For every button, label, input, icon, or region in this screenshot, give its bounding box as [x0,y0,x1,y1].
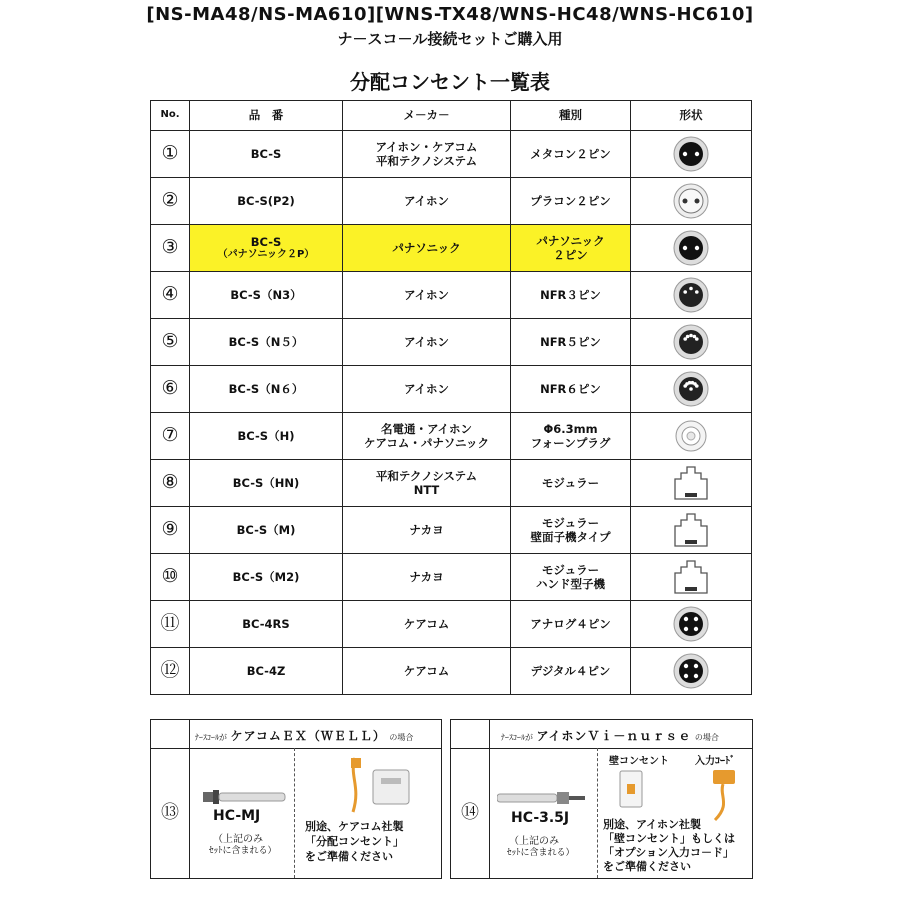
table-row [151,366,752,413]
col-no: No. [151,101,190,131]
row-part: BC-S（HN) [190,460,343,507]
row-part: BC-S（N５） [190,319,343,366]
row-part: BC-S（N3） [190,272,343,319]
row-shape [631,178,752,225]
aiphone-vi-nurse-box [450,719,753,879]
row-number: ⑨ [151,507,190,554]
row-maker: ナカヨ [343,554,511,601]
row-type: デジタル４ピン [511,648,631,695]
box13-product: HC-MJ [213,808,261,824]
row-part: BC-S（M) [190,507,343,554]
table-header-row [151,101,752,131]
row-number: ① [151,131,190,178]
hc-mj-cable-icon [203,784,287,808]
table-row [151,272,752,319]
wall-outlet-icon [619,770,645,810]
row-shape [631,272,752,319]
row-shape [631,131,752,178]
row-maker: アイホン [343,319,511,366]
din-6pin-icon [671,369,711,409]
box13-note2: ｾｯﾄに含まれる） [209,846,277,856]
round-2pin-black-icon [671,228,711,268]
row-type: NFR５ピン [511,319,631,366]
careom-ex-box [150,719,442,879]
box13-caption: ﾅｰｽｺｰﾙが ケアコムＥＸ（ＷＥＬＬ） の場合 [195,729,414,743]
row-shape [631,601,752,648]
round-4pin-icon [671,604,711,644]
round-2pin-black-icon [671,134,711,174]
row-shape [631,366,752,413]
hc-35j-cable-icon [497,788,587,808]
box14-product: HC-3.5J [511,810,570,826]
round-2pin-white-icon [671,181,711,221]
row-type: NFR６ピン [511,366,631,413]
row-part: BC-S（H) [190,413,343,460]
table-row [151,507,752,554]
row-part: BC-S [190,131,343,178]
table-row [151,131,752,178]
row-number: ⑫ [151,648,190,695]
box14-desc3: 「オプション入力コ－ド」 [603,846,735,859]
header-models: [NS-MA48/NS-MA610][WNS-TX48/WNS-HC48/WNS-HC610] [146,4,754,25]
row-type: メタコン２ピン [511,131,631,178]
row-shape [631,554,752,601]
row-maker: アイホン・ケアコム 平和テクノシステム [343,131,511,178]
row-number: ② [151,178,190,225]
row-number: ⑧ [151,460,190,507]
row-type: パナソニック ２ピン [511,225,631,272]
row-maker: パナソニック [343,225,511,272]
box14-note2: ｾｯﾄに含まれる） [507,848,575,858]
row-shape [631,319,752,366]
phone-jack-icon [671,416,711,456]
row-number: ⑦ [151,413,190,460]
row-shape [631,413,752,460]
row-part: BC-4RS [190,601,343,648]
din-3pin-icon [671,275,711,315]
table-row [151,648,752,695]
row-part: BC-S（N６） [190,366,343,413]
table-title: 分配コンセント一覧表 [350,70,550,94]
row-type: モジュラー [511,460,631,507]
row-part: BC-4Z [190,648,343,695]
modular-jack-icon [671,557,711,597]
row-number: ⑤ [151,319,190,366]
row-maker: ケアコム [343,648,511,695]
box14-desc2: 「壁コンセント」もしくは [603,832,735,845]
row-type: NFR３ピン [511,272,631,319]
table-row [151,554,752,601]
col-type: 種別 [511,101,631,131]
row-number: ④ [151,272,190,319]
modular-jack-icon [671,510,711,550]
row-number: ③ [151,225,190,272]
box13-desc3: をご準備ください [305,850,393,863]
row-maker: ナカヨ [343,507,511,554]
row-number: ⑪ [151,601,190,648]
row-number: ⑥ [151,366,190,413]
row-shape [631,507,752,554]
modular-jack-icon [671,463,711,503]
box14-divider [597,748,598,878]
row-type: モジュラー 壁面子機タイプ [511,507,631,554]
row-maker: アイホン [343,366,511,413]
col-maker: メ－カ－ [343,101,511,131]
row-type: Φ6.3mm フォーンプラグ [511,413,631,460]
header-subtitle: ナ－スコ－ル接続セットご購入用 [337,30,563,48]
row-maker: アイホン [343,272,511,319]
row-part: BC-S(P2) [190,178,343,225]
input-cord-icon [701,768,741,824]
box14-desc4: をご準備ください [603,860,691,873]
table-row [151,319,752,366]
row-type: プラコン２ピン [511,178,631,225]
outlet-table [150,100,752,695]
box13-number: ⑬ [161,802,179,823]
box14-label-input: 入力ｺｰﾄﾞ [695,756,735,767]
box14-number: ⑭ [461,802,479,823]
box14-caption: ﾅｰｽｺｰﾙが アイホンＶｉ－ｎｕｒｓｅ の場合 [501,729,719,743]
row-shape [631,648,752,695]
box14-note1: （上記のみ [509,836,559,847]
table-row [151,178,752,225]
row-maker: アイホン [343,178,511,225]
din-5pin-icon [671,322,711,362]
round-4pin-icon [671,651,711,691]
box13-note1: （上記のみ [213,834,263,845]
box14-label-wall: 壁コンセント [609,756,669,767]
box14-desc1: 別途、アイホン社製 [603,818,702,831]
row-maker: ケアコム [343,601,511,648]
table-row [151,413,752,460]
row-shape [631,225,752,272]
box13-desc1: 別途、ケアコム社製 [305,820,404,833]
row-type: アナログ４ピン [511,601,631,648]
row-maker: 名電通・アイホン ケアコム・パナソニック [343,413,511,460]
table-row [151,225,752,272]
table-row [151,460,752,507]
careom-outlet-icon [347,756,417,816]
row-shape [631,460,752,507]
row-part: BC-S（M2) [190,554,343,601]
row-number: ⑩ [151,554,190,601]
col-shape: 形状 [631,101,752,131]
col-part: 品 番 [190,101,343,131]
box13-desc2: 「分配コンセント」 [305,835,404,848]
row-type: モジュラー ハンド型子機 [511,554,631,601]
row-part: BC-S （パナソニック２P） [190,225,343,272]
table-row [151,601,752,648]
box13-divider [294,748,295,878]
row-maker: 平和テクノシステム NTT [343,460,511,507]
